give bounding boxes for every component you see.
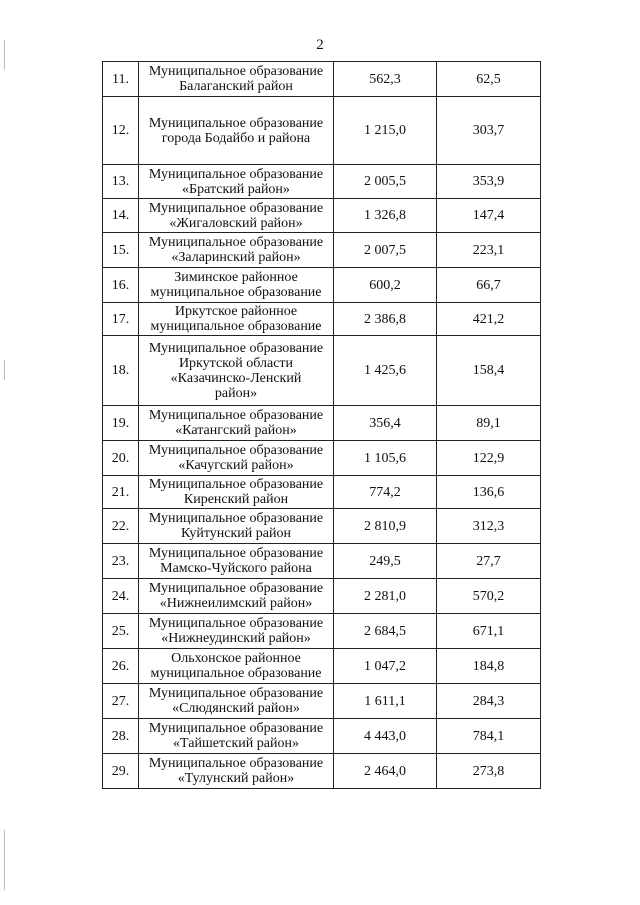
value-column-2: 784,1	[437, 719, 541, 754]
value-column-2: 184,8	[437, 649, 541, 684]
table-row	[103, 719, 541, 754]
table-row	[103, 406, 541, 441]
table-row	[103, 649, 541, 684]
row-number: 20.	[103, 441, 139, 476]
value-column-2: 158,4	[437, 336, 541, 406]
municipality-name: Муниципальное образование Мамско-Чуйского района	[139, 544, 334, 579]
value-column-2: 284,3	[437, 684, 541, 719]
municipality-name: Муниципальное образование «Тайшетский район»	[139, 719, 334, 754]
table-row	[103, 684, 541, 719]
value-column-2: 312,3	[437, 509, 541, 544]
table-row	[103, 199, 541, 233]
value-column-1: 2 005,5	[334, 165, 437, 199]
row-number: 22.	[103, 509, 139, 544]
table-row	[103, 62, 541, 97]
value-column-1: 249,5	[334, 544, 437, 579]
page-number: 2	[316, 37, 324, 53]
value-column-1: 356,4	[334, 406, 437, 441]
value-column-2: 89,1	[437, 406, 541, 441]
row-number: 11.	[103, 62, 139, 97]
table-row	[103, 336, 541, 406]
value-column-2: 671,1	[437, 614, 541, 649]
value-column-2: 570,2	[437, 579, 541, 614]
table-row	[103, 165, 541, 199]
value-column-2: 421,2	[437, 303, 541, 336]
row-number: 14.	[103, 199, 139, 233]
value-column-1: 4 443,0	[334, 719, 437, 754]
table-row	[103, 97, 541, 165]
municipality-name: Муниципальное образование «Нижнеилимский район»	[139, 579, 334, 614]
row-number: 27.	[103, 684, 139, 719]
table-row	[103, 544, 541, 579]
value-column-1: 562,3	[334, 62, 437, 97]
row-number: 17.	[103, 303, 139, 336]
value-column-1: 600,2	[334, 268, 437, 303]
value-column-2: 27,7	[437, 544, 541, 579]
municipality-name: Муниципальное образование Киренский район	[139, 476, 334, 509]
table-row	[103, 614, 541, 649]
row-number: 23.	[103, 544, 139, 579]
municipality-name: Зиминское районное муниципальное образование	[139, 268, 334, 303]
value-column-1: 1 105,6	[334, 441, 437, 476]
value-column-2: 303,7	[437, 97, 541, 165]
table-row	[103, 233, 541, 268]
municipality-name: Ольхонское районное муниципальное образование	[139, 649, 334, 684]
value-column-2: 273,8	[437, 754, 541, 789]
margin-scan-marks	[4, 30, 8, 890]
municipality-name: Муниципальное образование «Жигаловский район»	[139, 199, 334, 233]
value-column-2: 66,7	[437, 268, 541, 303]
value-column-2: 136,6	[437, 476, 541, 509]
value-column-2: 122,9	[437, 441, 541, 476]
value-column-1: 774,2	[334, 476, 437, 509]
table-row	[103, 509, 541, 544]
row-number: 26.	[103, 649, 139, 684]
municipality-name: Муниципальное образование Куйтунский район	[139, 509, 334, 544]
value-column-1: 1 215,0	[334, 97, 437, 165]
row-number: 19.	[103, 406, 139, 441]
table-row	[103, 579, 541, 614]
row-number: 13.	[103, 165, 139, 199]
value-column-2: 353,9	[437, 165, 541, 199]
value-column-2: 223,1	[437, 233, 541, 268]
row-number: 25.	[103, 614, 139, 649]
municipal-data-table	[102, 61, 541, 789]
municipality-name: Муниципальное образование «Качугский район»	[139, 441, 334, 476]
row-number: 18.	[103, 336, 139, 406]
value-column-1: 2 386,8	[334, 303, 437, 336]
municipality-name: Муниципальное образование «Нижнеудинский район»	[139, 614, 334, 649]
table-row	[103, 303, 541, 336]
value-column-1: 2 281,0	[334, 579, 437, 614]
value-column-1: 1 326,8	[334, 199, 437, 233]
municipality-name: Муниципальное образование «Катангский район»	[139, 406, 334, 441]
value-column-1: 1 047,2	[334, 649, 437, 684]
municipality-name: Иркутское районное муниципальное образование	[139, 303, 334, 336]
municipality-name: Муниципальное образование города Бодайбо и района	[139, 97, 334, 165]
row-number: 28.	[103, 719, 139, 754]
value-column-2: 62,5	[437, 62, 541, 97]
row-number: 29.	[103, 754, 139, 789]
value-column-1: 2 464,0	[334, 754, 437, 789]
row-number: 21.	[103, 476, 139, 509]
table-row	[103, 754, 541, 789]
value-column-1: 2 007,5	[334, 233, 437, 268]
value-column-1: 1 611,1	[334, 684, 437, 719]
table-row	[103, 441, 541, 476]
municipality-name: Муниципальное образование Балаганский район	[139, 62, 334, 97]
row-number: 16.	[103, 268, 139, 303]
row-number: 12.	[103, 97, 139, 165]
value-column-1: 1 425,6	[334, 336, 437, 406]
table-row	[103, 268, 541, 303]
value-column-1: 2 684,5	[334, 614, 437, 649]
value-column-1: 2 810,9	[334, 509, 437, 544]
municipality-name: Муниципальное образование Иркутской области «Казачинско-Ленский район»	[139, 336, 334, 406]
row-number: 15.	[103, 233, 139, 268]
municipality-name: Муниципальное образование «Братский район»	[139, 165, 334, 199]
municipality-name: Муниципальное образование «Заларинский район»	[139, 233, 334, 268]
municipality-name: Муниципальное образование «Тулунский район»	[139, 754, 334, 789]
row-number: 24.	[103, 579, 139, 614]
table-row	[103, 476, 541, 509]
municipality-name: Муниципальное образование «Слюдянский район»	[139, 684, 334, 719]
value-column-2: 147,4	[437, 199, 541, 233]
